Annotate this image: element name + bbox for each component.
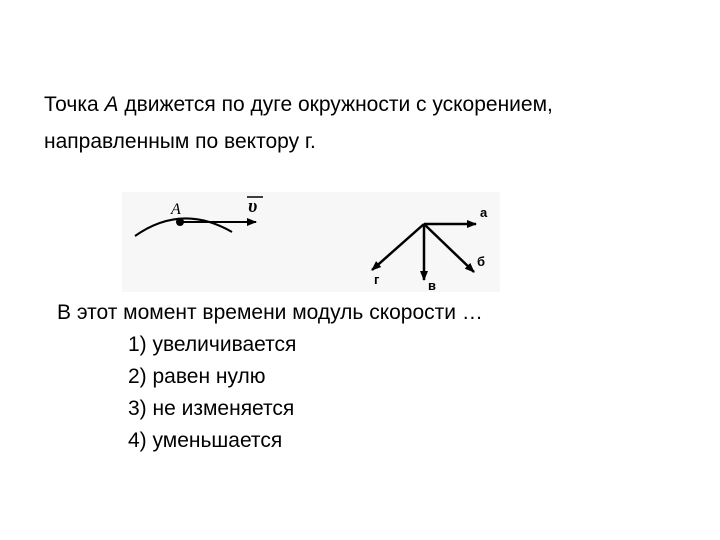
answer-option-3: 3) не изменяется [128,397,295,420]
velocity-label: υ [248,196,258,217]
vector-a-label: а [480,205,488,220]
vector-b-label: б [477,254,486,269]
question-text [44,86,684,160]
question-line-2: направленным по вектору г. [44,130,316,153]
question-line-1 [44,86,684,123]
answer-option-1: 1) увеличивается [128,333,297,356]
point-a-label: A [171,201,181,218]
figure-svg [122,192,500,292]
vector-figure [122,192,500,292]
point-name: A [104,93,119,116]
vector-b-arrow [424,224,474,272]
answer-option-2: 2) равен нулю [128,365,266,388]
question-text-start: Точка [44,93,105,116]
question-stem: В этот момент времени модуль скорости … [57,301,483,324]
question-text-end: движется по дуге окружности с ускорением, [118,93,553,116]
answer-option-4: 4) уменьшается [128,429,283,452]
vector-v-label: в [428,278,436,292]
answer-options [128,329,296,457]
vector-g-label: г [374,272,380,287]
vector-g-arrow [372,224,424,270]
